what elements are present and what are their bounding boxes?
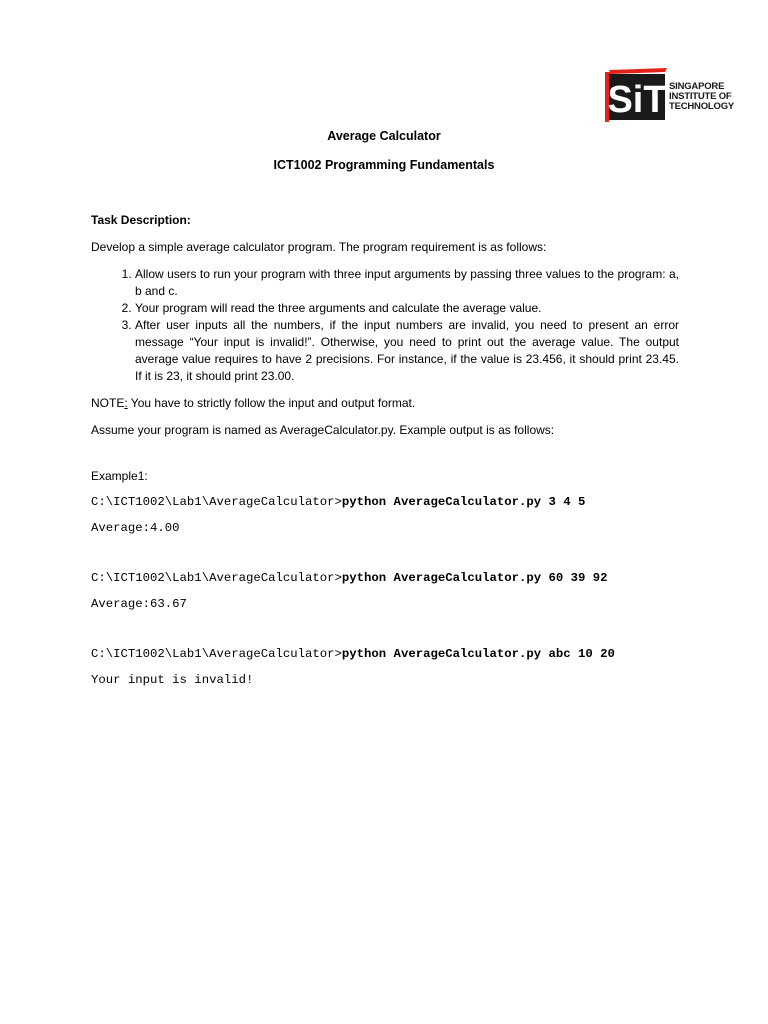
example-output-2: Average:63.67 — [91, 597, 187, 611]
intro-paragraph: Develop a simple average calculator program. The program requirement is as follows: — [91, 240, 547, 254]
command-text: python AverageCalculator.py 60 39 92 — [341, 571, 608, 585]
logo-line-1: SINGAPORE — [669, 81, 725, 92]
command-prompt: C:\ICT1002\Lab1\AverageCalculator> — [91, 571, 342, 585]
logo-line-3: TECHNOLOGY — [669, 101, 735, 112]
command-text: python AverageCalculator.py abc 10 20 — [341, 647, 615, 661]
task-heading: Task Description: — [91, 213, 191, 227]
note-colon: : — [124, 396, 128, 410]
example-output-3: Your input is invalid! — [91, 673, 254, 687]
sit-logo-mark-text: SiT — [607, 79, 667, 121]
example-command-3 — [91, 646, 679, 663]
requirement-item: 2. Your program will read the three arguments and calculate the average value. — [135, 300, 679, 317]
assume-paragraph: Assume your program is named as AverageCalculator.py. Example output is as follows: — [91, 423, 555, 437]
command-prompt: C:\ICT1002\Lab1\AverageCalculator> — [91, 647, 342, 661]
note-label: NOTE — [91, 396, 125, 410]
requirement-item: 1. Allow users to run your program with three input arguments by passing three values to the program: a, b and c. — [135, 266, 679, 300]
example-command-2 — [91, 570, 679, 587]
sit-logo-text — [669, 82, 734, 112]
example-command-1 — [91, 494, 679, 511]
requirements-list — [91, 266, 679, 385]
course-title: ICT1002 Programming Fundamentals — [273, 158, 495, 172]
example-label: Example1: — [91, 469, 148, 483]
document-body — [91, 212, 679, 722]
document-title: Average Calculator — [327, 129, 441, 143]
sit-logo — [605, 68, 745, 126]
note-text: You have to strictly follow the input and output format. — [127, 396, 416, 410]
logo-line-2: INSTITUTE OF — [669, 91, 732, 102]
example-output-1: Average:4.00 — [91, 521, 180, 535]
command-text: python AverageCalculator.py 3 4 5 — [341, 495, 586, 509]
command-prompt: C:\ICT1002\Lab1\AverageCalculator> — [91, 495, 342, 509]
note-paragraph — [91, 395, 679, 412]
requirement-item: 3. After user inputs all the numbers, if the input numbers are invalid, you need to present an error message “Your input is invalid!”. Otherwise, you need to print out the average value. The output average value requires to have 2 precisions. For instance, if the value is 23.456, it should print 23.45. If it is 23, it should print 23.00. — [135, 317, 679, 385]
sit-logo-mark-icon — [605, 68, 667, 122]
